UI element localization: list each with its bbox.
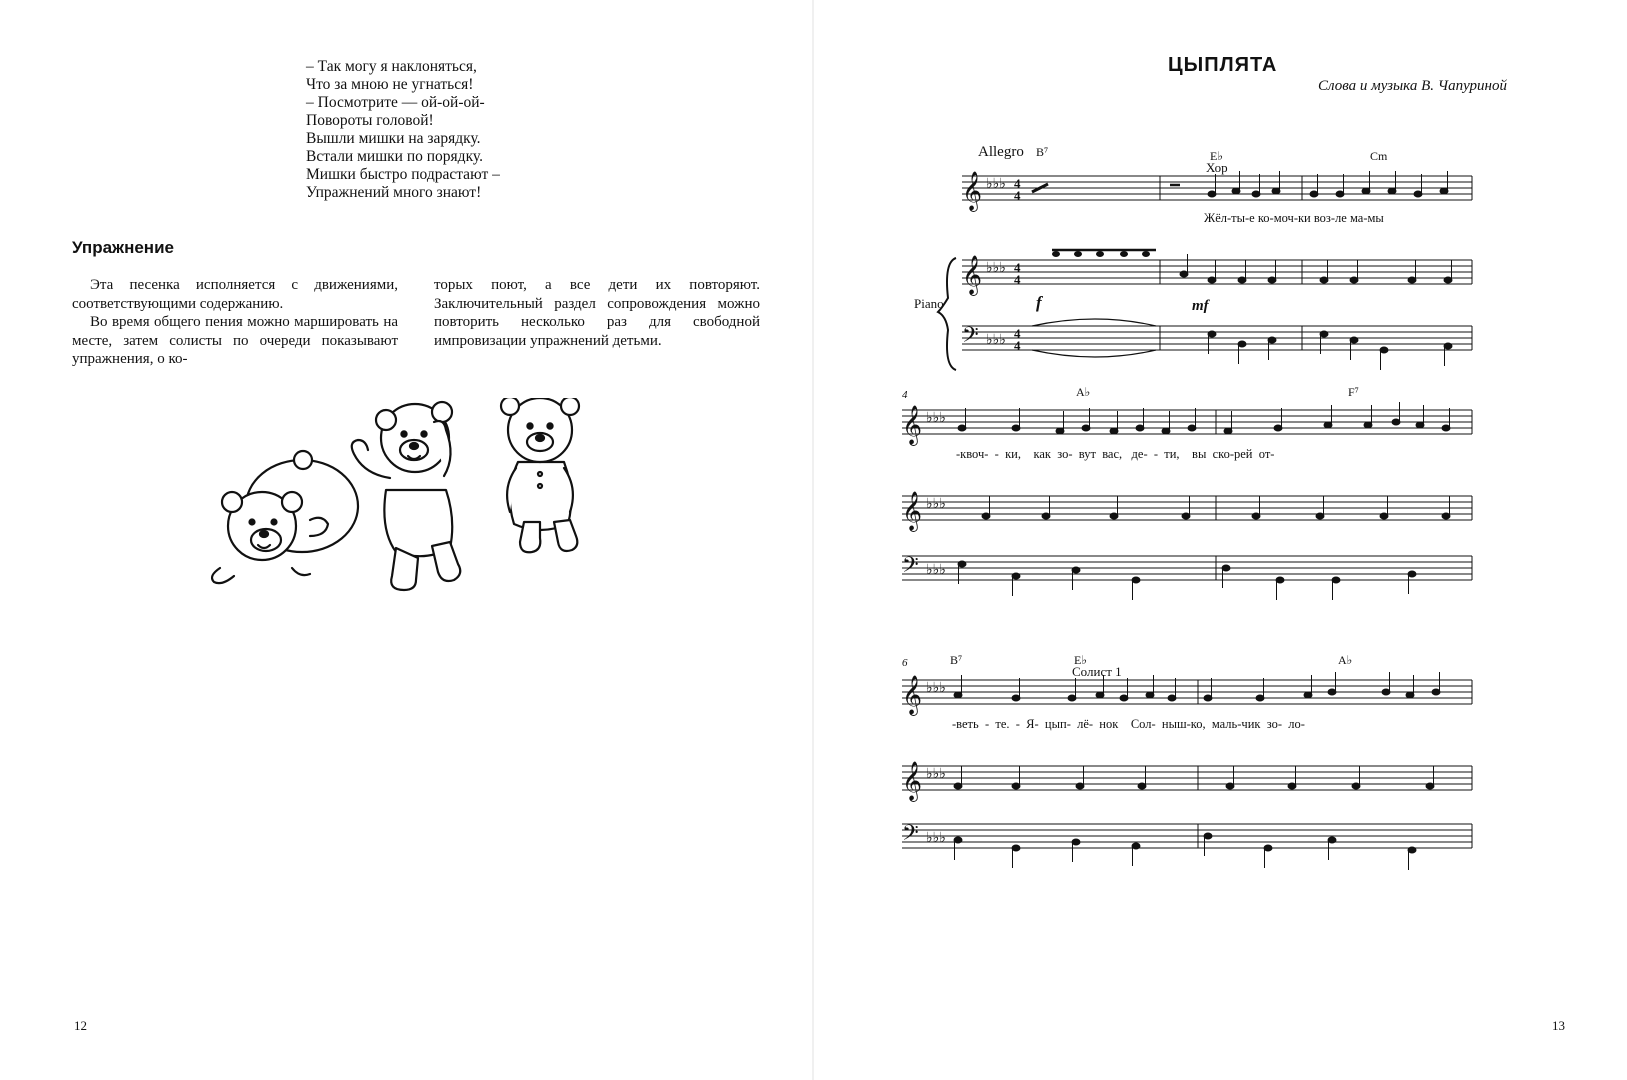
bear-standing-illustration: [501, 398, 579, 552]
svg-text:𝄞: 𝄞: [902, 763, 923, 800]
score-system-1: [914, 144, 1472, 370]
exercise-column-2: [434, 276, 760, 350]
bears-illustration: [200, 398, 600, 618]
svg-text:𝄞: 𝄞: [902, 493, 923, 530]
exercise-paragraph: Во время общего пения можно маршировать на месте, затем солисты по очереди показывают упражнения, о ко-: [72, 314, 398, 367]
svg-text:♭♭♭: ♭♭♭: [986, 333, 1006, 348]
svg-text:♭♭♭: ♭♭♭: [926, 563, 946, 578]
chord-symbol: F⁷: [1348, 385, 1359, 399]
chord-symbol: E♭: [1074, 653, 1087, 667]
svg-text:4: 4: [1014, 260, 1021, 275]
chord-symbol: A♭: [1076, 385, 1091, 399]
poem-line: Вышли мишки на зарядку.: [306, 130, 481, 147]
bear-rolling-illustration: [212, 451, 358, 583]
poem-line: Мишки быстро подрастают –: [306, 166, 500, 183]
lyrics-line: -квоч- - ки, как зо- вут вас, де- - ти, вы ско-рей от-: [956, 447, 1275, 461]
piano-treble-staff: [902, 766, 1472, 790]
tempo-marking: Allegro: [978, 144, 1024, 160]
exercise-title: Упражнение: [72, 238, 174, 257]
chord-symbol: A♭: [1338, 653, 1353, 667]
page-number: 13: [1552, 1018, 1565, 1033]
svg-text:♭♭♭: ♭♭♭: [926, 767, 946, 782]
voice-label: Хор: [1206, 160, 1228, 175]
time-signature: 4: [1014, 176, 1021, 191]
svg-text:♭♭♭: ♭♭♭: [986, 261, 1006, 276]
piano-treble-staff: [962, 260, 1472, 284]
voice-staff: [902, 410, 1472, 434]
chord-symbol: B⁷: [1036, 145, 1049, 159]
treble-clef-icon: 𝄞: [962, 173, 983, 210]
piano-bass-staff: [902, 556, 1472, 580]
treble-clef-icon: 𝄞: [962, 257, 983, 294]
svg-text:4: 4: [1014, 272, 1021, 287]
measure-number: 4: [902, 389, 908, 401]
svg-text:4: 4: [1014, 188, 1021, 203]
poem: [306, 58, 606, 202]
svg-text:𝄢: 𝄢: [902, 553, 919, 582]
poem-line: Встали мишки по порядку.: [306, 148, 483, 165]
svg-text:4: 4: [1014, 326, 1021, 341]
poem-line: Упражнений много знают!: [306, 184, 482, 201]
svg-text:♭♭♭: ♭♭♭: [926, 497, 946, 512]
chord-symbol: B⁷: [950, 653, 963, 667]
svg-text:♭♭♭: ♭♭♭: [926, 681, 946, 696]
page-number: 12: [74, 1018, 87, 1033]
dynamic-marking: f: [1036, 293, 1042, 312]
exercise-paragraph: торых поют, а все дети их повторяют. Заключительный раздел сопровождения можно повторить несколько раз для свободной импровизации упражнений детьми.: [434, 277, 760, 349]
voice-label: Солист 1: [1072, 664, 1122, 679]
sheet-music: [900, 140, 1540, 910]
bass-clef-icon: 𝄢: [962, 323, 979, 352]
left-page: [0, 0, 813, 1080]
svg-text:♭♭♭: ♭♭♭: [926, 411, 946, 426]
score-system-3: [900, 653, 1472, 870]
poem-line: – Так могу я наклоняться,: [306, 58, 477, 75]
bear-waving-illustration: [352, 402, 461, 590]
piano-bass-notes: [954, 833, 1416, 870]
song-title: ЦЫПЛЯТА: [1168, 54, 1278, 76]
piano-bass-staff: [962, 326, 1472, 350]
voice-notes: [958, 402, 1450, 434]
key-signature: ♭♭♭: [986, 177, 1006, 192]
svg-text:4: 4: [1014, 338, 1021, 353]
score-system-2: [900, 385, 1472, 600]
poem-line: Что за мною не угнаться!: [306, 76, 474, 93]
chord-symbol: Cm: [1370, 149, 1388, 163]
exercise-column-1: [72, 276, 398, 369]
instrument-label: Piano: [914, 296, 944, 311]
lyrics-line: -веть - те. - Я- цып- лё- нок Сол- ныш-ко, маль-чик зо- ло-: [952, 717, 1305, 731]
svg-text:♭♭♭: ♭♭♭: [926, 831, 946, 846]
lyrics-line: Жёл-ты-е ко-моч-ки воз-ле ма-мы: [1204, 211, 1384, 225]
voice-notes: [1208, 171, 1448, 197]
song-credits: Слова и музыка В. Чапуриной: [1318, 78, 1507, 94]
svg-text:𝄞: 𝄞: [902, 677, 923, 714]
poem-line: Повороты головой!: [306, 112, 434, 129]
piano-brace: [938, 258, 956, 370]
poem-line: – Посмотрите — ой-ой-ой-: [306, 94, 485, 111]
exercise-paragraph: Эта песенка исполняется с движениями, соответствующими содержанию.: [72, 277, 398, 312]
piano-bass-staff: [902, 824, 1472, 848]
treble-clef-icon: 𝄞: [902, 407, 923, 444]
chord-symbol: E♭: [1210, 149, 1223, 163]
measure-number: 6: [902, 657, 908, 669]
svg-text:𝄢: 𝄢: [902, 821, 919, 850]
dynamic-marking: mf: [1192, 298, 1209, 314]
